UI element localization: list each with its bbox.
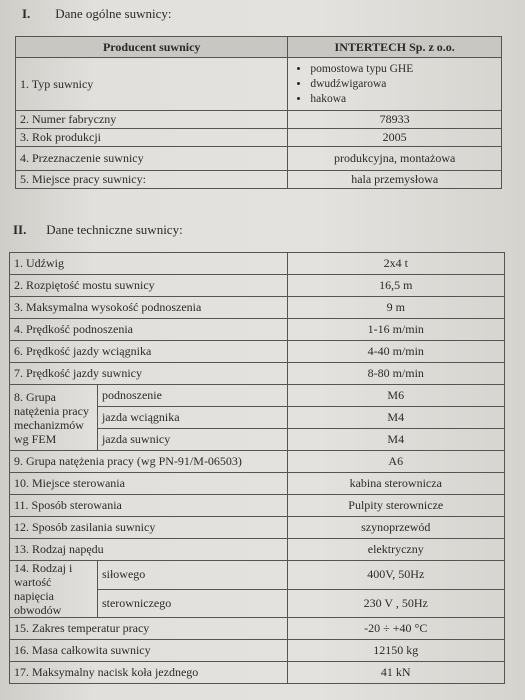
- group14-label: 14. Rodzaj i wartość napięcia obwodów: [10, 561, 98, 618]
- table-header-row: [16, 37, 502, 58]
- table-row: [10, 473, 505, 495]
- row-label: 16. Masa całkowita suwnicy: [10, 640, 288, 662]
- table-row: [10, 253, 505, 275]
- section2-title: Dane techniczne suwnicy:: [46, 222, 183, 237]
- row-value: 78933: [288, 111, 502, 129]
- type-label: 1. Typ suwnicy: [16, 58, 288, 111]
- row-value: M4: [287, 429, 504, 451]
- row-value: szynoprzewód: [287, 517, 504, 539]
- row-value: 41 kN: [287, 662, 504, 684]
- row-value: produkcyjna, montażowa: [288, 147, 502, 171]
- table-row: [10, 275, 505, 297]
- table-row: [16, 111, 502, 129]
- row-value: A6: [287, 451, 504, 473]
- row-label: 6. Prędkość jazdy wciągnika: [10, 341, 288, 363]
- table-row: [16, 171, 502, 189]
- table-row: [10, 517, 505, 539]
- row-label: 9. Grupa natężenia pracy (wg PN-91/M-06503): [10, 451, 288, 473]
- type-list: [292, 62, 497, 107]
- row-value: 230 V , 50Hz: [287, 589, 504, 618]
- row-label: 4. Przeznaczenie suwnicy: [16, 147, 288, 171]
- row-value: 2005: [288, 129, 502, 147]
- table-row: [10, 495, 505, 517]
- row-label: 7. Prędkość jazdy suwnicy: [10, 363, 288, 385]
- row-value: hala przemysłowa: [288, 171, 502, 189]
- technical-data-table: [9, 252, 505, 684]
- section2-number: II.: [13, 222, 27, 237]
- row-label: 10. Miejsce sterowania: [10, 473, 288, 495]
- row-value: 12150 kg: [287, 640, 504, 662]
- row-label: 13. Rodzaj napędu: [10, 539, 288, 561]
- table-row: [10, 385, 505, 407]
- table-row: [10, 297, 505, 319]
- table-row: [16, 129, 502, 147]
- row-value: 8-80 m/min: [287, 363, 504, 385]
- subrow-label: jazda wciągnika: [97, 407, 287, 429]
- table-row: [10, 618, 505, 640]
- subrow-label: podnoszenie: [97, 385, 287, 407]
- list-item: • hakowa: [310, 92, 497, 107]
- section1-number: I.: [22, 6, 31, 21]
- section2-heading: [13, 222, 183, 238]
- table-row: [16, 147, 502, 171]
- section1-heading: [22, 6, 172, 22]
- table-row: [10, 341, 505, 363]
- section1-title: Dane ogólne suwnicy:: [55, 6, 172, 21]
- row-label: 1. Udźwig: [10, 253, 288, 275]
- row-label: 11. Sposób sterowania: [10, 495, 288, 517]
- row-value: 9 m: [287, 297, 504, 319]
- list-item: • pomostowa typu GHE: [310, 62, 497, 77]
- row-value: elektryczny: [287, 539, 504, 561]
- row-label: 15. Zakres temperatur pracy: [10, 618, 288, 640]
- table-row: [10, 451, 505, 473]
- row-value: -20 ÷ +40 °C: [287, 618, 504, 640]
- list-item: • dwudźwigarowa: [310, 77, 497, 92]
- subrow-label: jazda suwnicy: [97, 429, 287, 451]
- table-row: [10, 319, 505, 341]
- row-value: M4: [287, 407, 504, 429]
- subrow-label: sterowniczego: [97, 589, 287, 618]
- row-label: 2. Numer fabryczny: [16, 111, 288, 129]
- row-label: 3. Rok produkcji: [16, 129, 288, 147]
- table-row: [10, 539, 505, 561]
- group8-label: 8. Grupa natężenia pracy mechanizmów wg FEM: [10, 385, 98, 451]
- row-label: 2. Rozpiętość mostu suwnicy: [10, 275, 288, 297]
- table-row: [10, 640, 505, 662]
- table-row: [10, 363, 505, 385]
- producer-value: INTERTECH Sp. z o.o.: [288, 37, 502, 58]
- table-row: [16, 58, 502, 111]
- row-value: 2x4 t: [287, 253, 504, 275]
- row-label: 17. Maksymalny nacisk koła jezdnego: [10, 662, 288, 684]
- row-value: 16,5 m: [287, 275, 504, 297]
- row-label: 4. Prędkość podnoszenia: [10, 319, 288, 341]
- row-value: Pulpity sterownicze: [287, 495, 504, 517]
- table-row: [10, 662, 505, 684]
- row-value: 4-40 m/min: [287, 341, 504, 363]
- row-value: 400V, 50Hz: [287, 561, 504, 590]
- general-data-table: [15, 36, 502, 189]
- producer-label: Producent suwnicy: [16, 37, 288, 58]
- row-value: M6: [287, 385, 504, 407]
- row-value: kabina sterownicza: [287, 473, 504, 495]
- row-label: 3. Maksymalna wysokość podnoszenia: [10, 297, 288, 319]
- row-label: 5. Miejsce pracy suwnicy:: [16, 171, 288, 189]
- subrow-label: siłowego: [97, 561, 287, 590]
- row-label: 12. Sposób zasilania suwnicy: [10, 517, 288, 539]
- table-row: [10, 561, 505, 590]
- row-value: 1-16 m/min: [287, 319, 504, 341]
